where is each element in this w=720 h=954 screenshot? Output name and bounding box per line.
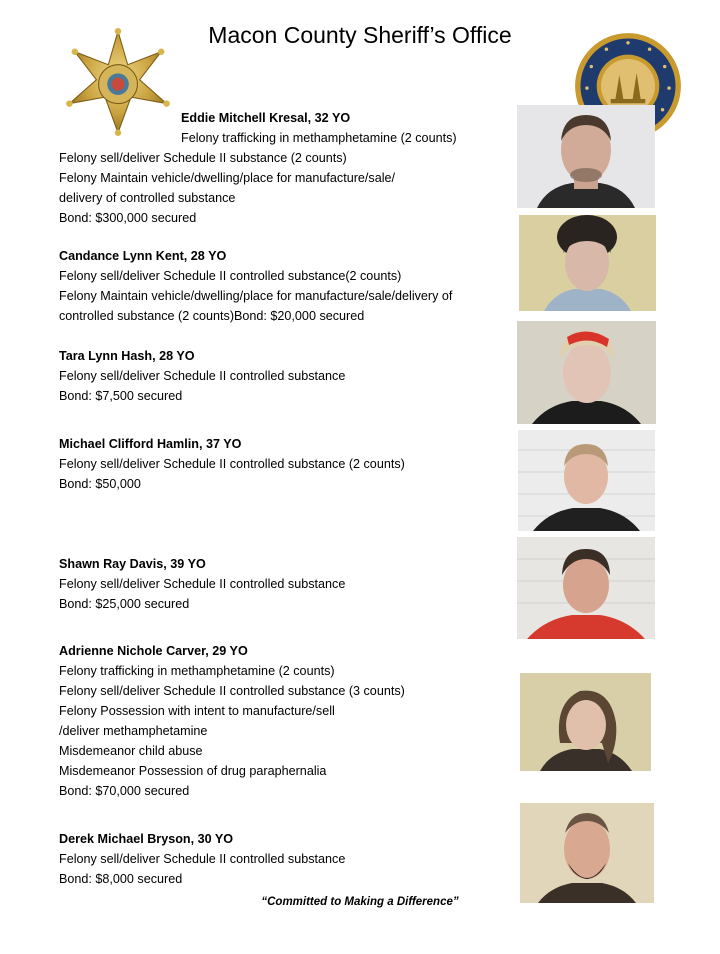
- inmate-entry: [59, 246, 452, 326]
- mugshot-photo: [520, 673, 651, 771]
- charge-line: Felony Maintain vehicle/dwelling/place for manufacture/sale/: [59, 171, 396, 185]
- page-title: Macon County Sheriff’s Office: [208, 22, 512, 48]
- charge-line: Misdemeanor Possession of drug paraphernalia: [59, 764, 327, 778]
- charge-line: Felony trafficking in methamphetamine (2 counts): [181, 131, 457, 145]
- charge-line: Felony sell/deliver Schedule II controlled substance(2 counts): [59, 269, 402, 283]
- charge-line: /deliver methamphetamine: [59, 724, 208, 738]
- inmate-name: Eddie Mitchell Kresal, 32 YO: [181, 111, 351, 125]
- charge-line: Felony sell/deliver Schedule II controlled substance (2 counts): [59, 457, 405, 471]
- inmate-entry: [59, 829, 345, 889]
- bond-line: Bond: $7,500 secured: [59, 389, 183, 403]
- charge-line: Felony trafficking in methamphetamine (2 counts): [59, 664, 335, 678]
- mugshot-photo: [519, 215, 656, 311]
- inmate-name: Shawn Ray Davis, 39 YO: [59, 557, 206, 571]
- charge-line: Felony sell/deliver Schedule II controlled substance (3 counts): [59, 684, 405, 698]
- inmate-name: Candance Lynn Kent, 28 YO: [59, 249, 227, 263]
- mugshot-photo: [518, 430, 655, 531]
- inmate-entry: [59, 641, 405, 801]
- mugshot-photo: [517, 105, 655, 208]
- bond-line: Bond: $25,000 secured: [59, 597, 190, 611]
- mugshot-photo: [520, 803, 654, 903]
- charge-line: Felony Possession with intent to manufacture/sell: [59, 704, 335, 718]
- charge-line: Felony sell/deliver Schedule II controlled substance: [59, 369, 346, 383]
- bond-line: Bond: $8,000 secured: [59, 872, 183, 886]
- inmate-entry: [59, 346, 345, 406]
- charge-line: Felony sell/deliver Schedule II controlled substance: [59, 577, 346, 591]
- charge-line: controlled substance (2 counts)Bond: $20,000 secured: [59, 309, 365, 323]
- inmate-name: Adrienne Nichole Carver, 29 YO: [59, 644, 248, 658]
- bond-line: Bond: $70,000 secured: [59, 784, 190, 798]
- inmate-name: Tara Lynn Hash, 28 YO: [59, 349, 195, 363]
- bond-line: Bond: $300,000 secured: [59, 211, 197, 225]
- inmate-entry: [59, 434, 405, 494]
- charge-line: Felony sell/deliver Schedule II controlled substance: [59, 852, 346, 866]
- charge-line: delivery of controlled substance: [59, 191, 236, 205]
- mugshot-photo: [517, 537, 655, 639]
- motto: “Committed to Making a Difference”: [261, 896, 459, 908]
- inmate-entry: [59, 554, 345, 614]
- mugshot-photo: [517, 321, 656, 424]
- charge-line: Misdemeanor child abuse: [59, 744, 203, 758]
- inmate-name: Michael Clifford Hamlin, 37 YO: [59, 437, 242, 451]
- charge-line: Felony sell/deliver Schedule II substance (2 counts): [59, 151, 347, 165]
- bond-line: Bond: $50,000: [59, 477, 141, 491]
- inmate-entry: [59, 108, 457, 228]
- charge-line: Felony Maintain vehicle/dwelling/place for manufacture/sale/delivery of: [59, 289, 453, 303]
- inmate-name: Derek Michael Bryson, 30 YO: [59, 832, 234, 846]
